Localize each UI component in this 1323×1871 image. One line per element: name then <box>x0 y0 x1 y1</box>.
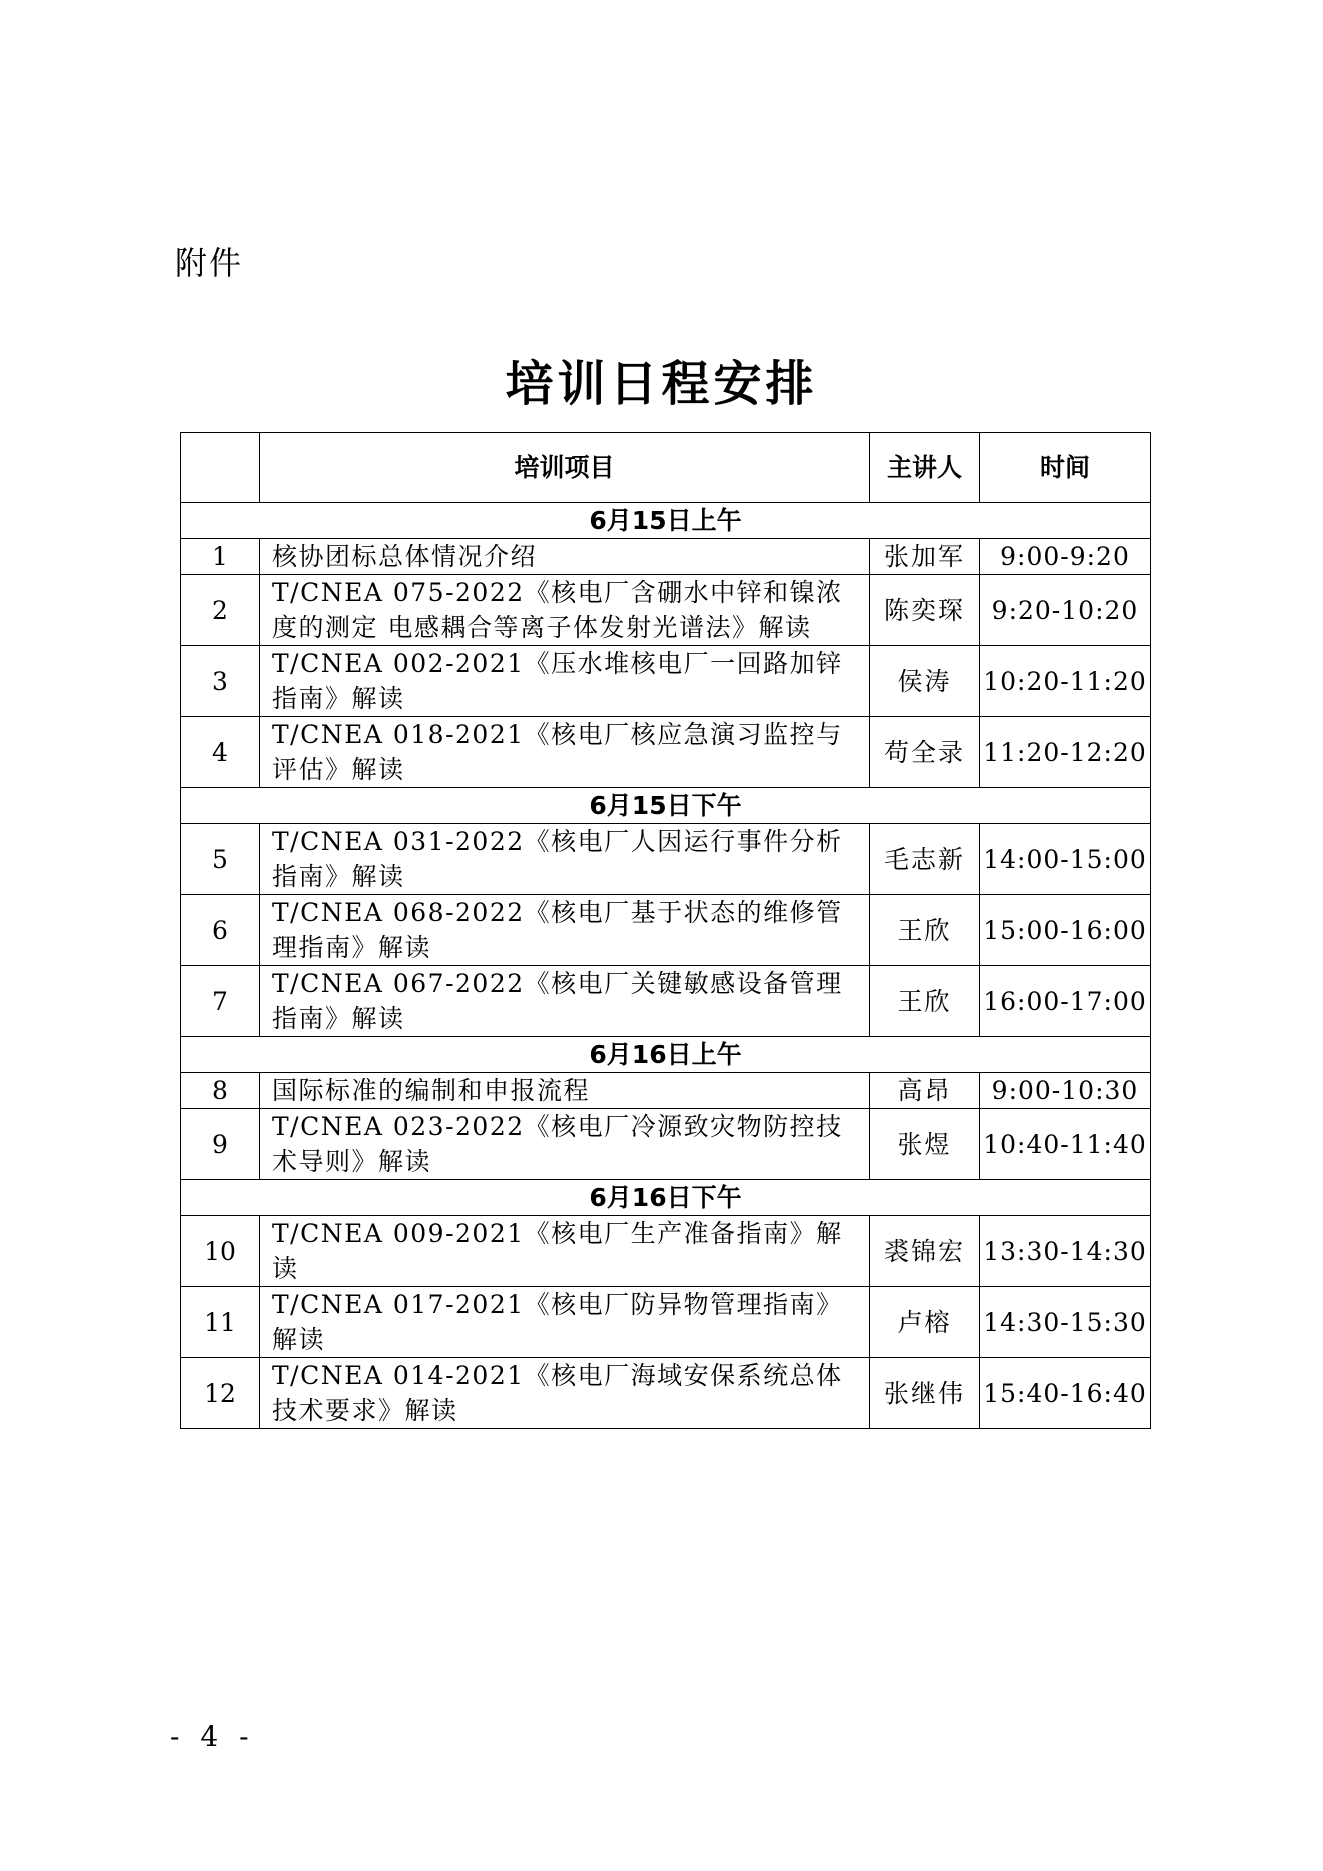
row-number: 2 <box>181 575 260 646</box>
table-row <box>181 1287 1151 1358</box>
time-slot: 16:00-17:00 <box>980 966 1151 1037</box>
training-item: 核协团标总体情况介绍 <box>260 539 870 575</box>
table-row <box>181 539 1151 575</box>
table-row <box>181 575 1151 646</box>
speaker-name: 侯涛 <box>870 646 980 717</box>
speaker-name: 王欣 <box>870 966 980 1037</box>
section-label: 6月16日上午 <box>181 1037 1151 1073</box>
table-row <box>181 1358 1151 1429</box>
speaker-name: 卢榕 <box>870 1287 980 1358</box>
row-number: 12 <box>181 1358 260 1429</box>
row-number: 6 <box>181 895 260 966</box>
training-item: 国际标准的编制和申报流程 <box>260 1073 870 1109</box>
training-item: T/CNEA 014-2021《核电厂海域安保系统总体技术要求》解读 <box>260 1358 870 1429</box>
row-number: 11 <box>181 1287 260 1358</box>
time-slot: 15:40-16:40 <box>980 1358 1151 1429</box>
page-title: 培训日程安排 <box>505 356 818 412</box>
speaker-name: 裘锦宏 <box>870 1216 980 1287</box>
training-item: T/CNEA 023-2022《核电厂冷源致灾物防控技术导则》解读 <box>260 1109 870 1180</box>
header-no <box>181 433 260 503</box>
speaker-name: 高昂 <box>870 1073 980 1109</box>
row-number: 10 <box>181 1216 260 1287</box>
time-slot: 9:00-9:20 <box>980 539 1151 575</box>
table-row <box>181 717 1151 788</box>
table-row <box>181 1073 1151 1109</box>
section-label: 6月15日下午 <box>181 788 1151 824</box>
section-row <box>181 1180 1151 1216</box>
time-slot: 9:00-10:30 <box>980 1073 1151 1109</box>
training-item: T/CNEA 002-2021《压水堆核电厂一回路加锌指南》解读 <box>260 646 870 717</box>
time-slot: 9:20-10:20 <box>980 575 1151 646</box>
table-row <box>181 895 1151 966</box>
schedule-table <box>180 432 1151 1429</box>
table-header-row <box>181 433 1151 503</box>
section-row <box>181 788 1151 824</box>
table-body <box>181 503 1151 1429</box>
row-number: 5 <box>181 824 260 895</box>
time-slot: 14:30-15:30 <box>980 1287 1151 1358</box>
table-row <box>181 824 1151 895</box>
time-slot: 11:20-12:20 <box>980 717 1151 788</box>
training-item: T/CNEA 075-2022《核电厂含硼水中锌和镍浓度的测定 电感耦合等离子体发射光谱法》解读 <box>260 575 870 646</box>
row-number: 7 <box>181 966 260 1037</box>
speaker-name: 王欣 <box>870 895 980 966</box>
table-row <box>181 966 1151 1037</box>
row-number: 4 <box>181 717 260 788</box>
speaker-name: 毛志新 <box>870 824 980 895</box>
attachment-label: 附件 <box>175 244 244 282</box>
time-slot: 15:00-16:00 <box>980 895 1151 966</box>
training-item: T/CNEA 017-2021《核电厂防异物管理指南》解读 <box>260 1287 870 1358</box>
table-row <box>181 1216 1151 1287</box>
time-slot: 10:40-11:40 <box>980 1109 1151 1180</box>
training-item: T/CNEA 068-2022《核电厂基于状态的维修管理指南》解读 <box>260 895 870 966</box>
table-row <box>181 1109 1151 1180</box>
training-item: T/CNEA 067-2022《核电厂关键敏感设备管理指南》解读 <box>260 966 870 1037</box>
section-row <box>181 503 1151 539</box>
page-number: - 4 - <box>170 1720 255 1753</box>
speaker-name: 张继伟 <box>870 1358 980 1429</box>
speaker-name: 苟全录 <box>870 717 980 788</box>
training-item: T/CNEA 018-2021《核电厂核应急演习监控与评估》解读 <box>260 717 870 788</box>
row-number: 8 <box>181 1073 260 1109</box>
training-item: T/CNEA 009-2021《核电厂生产准备指南》解读 <box>260 1216 870 1287</box>
speaker-name: 陈奕琛 <box>870 575 980 646</box>
speaker-name: 张加军 <box>870 539 980 575</box>
row-number: 1 <box>181 539 260 575</box>
time-slot: 13:30-14:30 <box>980 1216 1151 1287</box>
row-number: 3 <box>181 646 260 717</box>
row-number: 9 <box>181 1109 260 1180</box>
speaker-name: 张煜 <box>870 1109 980 1180</box>
header-item: 培训项目 <box>260 433 870 503</box>
section-row <box>181 1037 1151 1073</box>
time-slot: 14:00-15:00 <box>980 824 1151 895</box>
section-label: 6月15日上午 <box>181 503 1151 539</box>
section-label: 6月16日下午 <box>181 1180 1151 1216</box>
header-time: 时间 <box>980 433 1151 503</box>
table-row <box>181 646 1151 717</box>
header-speaker: 主讲人 <box>870 433 980 503</box>
training-item: T/CNEA 031-2022《核电厂人因运行事件分析指南》解读 <box>260 824 870 895</box>
time-slot: 10:20-11:20 <box>980 646 1151 717</box>
